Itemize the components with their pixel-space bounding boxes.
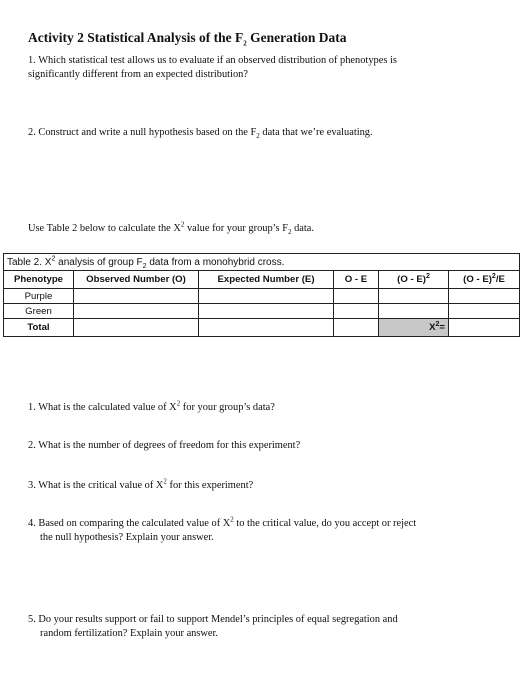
question-1-test: 1. Which statistical test allows us to evaluate if an observed distribution of phenotypes is significantly different from an expected distribution? <box>28 55 397 80</box>
row-label-purple: Purple <box>4 289 74 304</box>
table-row <box>4 289 520 304</box>
row-label-green: Green <box>4 304 74 319</box>
cell-green-observed[interactable] <box>74 304 199 319</box>
question-mendel-principles: 5. Do your results support or fail to support Mendel’s principles of equal segregation and random fertilization? Explain your answer. <box>28 614 398 639</box>
table-row-total <box>4 319 520 337</box>
chi-square-label-cell: $X^2=$ <box>379 319 449 337</box>
question-degrees-of-freedom: 2. What is the number of degrees of freedom for this experiment? <box>28 440 301 451</box>
cell-green-o-minus-e[interactable] <box>334 304 379 319</box>
question-accept-reject: 4. Based on comparing the calculated value of $X^2$ to the critical value, do you accept or reject the null hypothesis? Explain your answer. <box>28 515 417 543</box>
header-observed: Observed Number (O) <box>74 271 199 289</box>
header-squared: (O - E)$^2$ <box>379 271 449 289</box>
table-header-row <box>4 271 520 289</box>
cell-chi-square-value[interactable] <box>449 319 520 337</box>
activity-title: Activity 2 Statistical Analysis of the $F_2$ Generation Data <box>28 30 347 48</box>
cell-purple-observed[interactable] <box>74 289 199 304</box>
cell-green-squared[interactable] <box>379 304 449 319</box>
header-expected: Expected Number (E) <box>199 271 334 289</box>
cell-purple-expected[interactable] <box>199 289 334 304</box>
question-critical-value: 3. What is the critical value of $X^2$ for this experiment? <box>28 477 254 491</box>
table-instruction: Use Table 2 below to calculate the $X^2$ value for your group’s $F_2$ data. <box>28 220 314 237</box>
header-phenotype: Phenotype <box>4 271 74 289</box>
cell-total-expected[interactable] <box>199 319 334 337</box>
table-row <box>4 304 520 319</box>
question-2-null-hypothesis: 2. Construct and write a null hypothesis based on the $F_2$ data that we’re evaluating. <box>28 127 373 141</box>
cell-green-ratio[interactable] <box>449 304 520 319</box>
row-label-total: Total <box>4 319 74 337</box>
header-o-minus-e: O - E <box>334 271 379 289</box>
table-caption: Table 2. $X^2$ analysis of group $F_2$ data from a monohybrid cross. <box>4 254 520 271</box>
cell-total-o-minus-e[interactable] <box>334 319 379 337</box>
cell-green-expected[interactable] <box>199 304 334 319</box>
header-ratio: (O - E)$^2$/E <box>449 271 520 289</box>
cell-purple-squared[interactable] <box>379 289 449 304</box>
cell-purple-o-minus-e[interactable] <box>334 289 379 304</box>
cell-purple-ratio[interactable] <box>449 289 520 304</box>
question-calculated-value: 1. What is the calculated value of $X^2$ for your group’s data? <box>28 399 275 413</box>
table-2-chi-square <box>3 253 520 337</box>
cell-total-observed[interactable] <box>74 319 199 337</box>
